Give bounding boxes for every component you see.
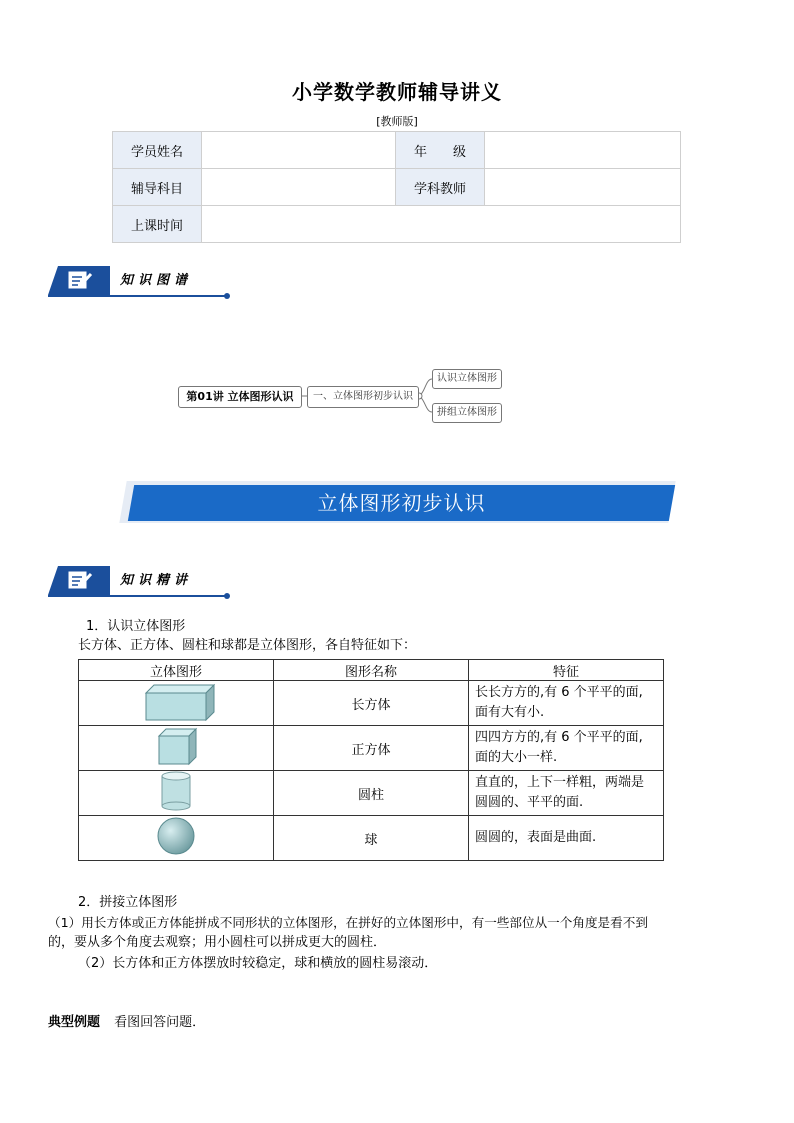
- topic-banner-title: 立体图形初步认识: [317, 491, 486, 515]
- shape-name: 正方体: [274, 726, 469, 771]
- point2-item1-line1: （1）用长方体或正方体能拼成不同形状的立体图形，在拼好的立体图形中，有一些部位从一个角度是看不到: [48, 915, 648, 930]
- mindmap-branch-node[interactable]: 一、立体图形初步认识: [307, 386, 419, 408]
- table-row: [79, 726, 664, 771]
- feature-line: 长长方方的,有 6 个平平的面,: [475, 685, 643, 700]
- shape-image-cell: [79, 771, 274, 816]
- section-title: 知识精讲: [120, 573, 193, 588]
- shape-name: 圆柱: [274, 771, 469, 816]
- feature-line: 面的大小一样.: [475, 750, 558, 765]
- mindmap-leaf-node[interactable]: 认识立体图形: [432, 369, 502, 389]
- student-name-label: 学员姓名: [113, 132, 202, 169]
- feature-line: 四四方方的,有 6 个平平的面,: [475, 730, 643, 745]
- grade-label: 年 级: [396, 132, 485, 169]
- cube-icon: [151, 726, 201, 766]
- mindmap-root-node[interactable]: 第01讲 立体图形认识: [178, 386, 302, 408]
- example-block: [48, 1013, 205, 1033]
- shape-image-cell: [79, 681, 274, 726]
- shape-feature-table: [78, 659, 664, 861]
- cylinder-icon: [156, 771, 196, 811]
- shape-image-cell: [79, 816, 274, 861]
- point2-item2: （2）长方体和正方体摆放时较稳定，球和横放的圆柱易滚动．: [78, 956, 438, 971]
- table-row: [79, 816, 664, 861]
- cuboid-icon: [136, 681, 216, 721]
- class-time-label: 上课时间: [113, 206, 202, 243]
- feature-line: 圆圆的、平平的面.: [475, 795, 584, 810]
- subject-label: 辅导科目: [113, 169, 202, 206]
- point1-intro: 长方体、正方体、圆柱和球都是立体图形，各自特征如下：: [78, 638, 417, 653]
- teacher-label: 学科教师: [396, 169, 485, 206]
- feature-line: 圆圆的，表面是曲面.: [475, 830, 597, 845]
- section-title: 知识图谱: [120, 273, 193, 288]
- shape-feature: [469, 771, 664, 816]
- example-label: 典型例题: [48, 1015, 101, 1030]
- example-text: 看图回答问题．: [114, 1015, 206, 1030]
- table-row: [79, 681, 664, 726]
- point2-item1-line2: 的，要从多个角度去观察；用小圆柱可以拼成更大的圆柱．: [48, 935, 387, 950]
- column-header: 图形名称: [274, 660, 469, 681]
- section-underline: [48, 595, 226, 597]
- column-header: 立体图形: [79, 660, 274, 681]
- feature-line: 面有大有小.: [475, 705, 545, 720]
- point2-heading: 2．拼接立体图形: [78, 895, 178, 910]
- shape-image-cell: [79, 726, 274, 771]
- shape-name: 长方体: [274, 681, 469, 726]
- section-header-knowledge-lecture: [48, 566, 238, 600]
- feature-line: 直直的，上下一样粗，两端是: [475, 775, 645, 790]
- sphere-icon: [154, 816, 198, 856]
- notepad-pen-icon: [66, 569, 94, 591]
- document-subtitle: [教师版]: [376, 115, 418, 128]
- point1-heading: 1．认识立体图形: [86, 619, 186, 634]
- shape-feature: [469, 816, 664, 861]
- shape-feature: [469, 681, 664, 726]
- shape-feature: [469, 726, 664, 771]
- table-row: [79, 771, 664, 816]
- column-header: 特征: [469, 660, 664, 681]
- document-title: 小学数学教师辅导讲义: [292, 80, 502, 104]
- mindmap-leaf-node[interactable]: 拼组立体图形: [432, 403, 502, 423]
- section-underline-dot: [224, 593, 230, 599]
- shape-name: 球: [274, 816, 469, 861]
